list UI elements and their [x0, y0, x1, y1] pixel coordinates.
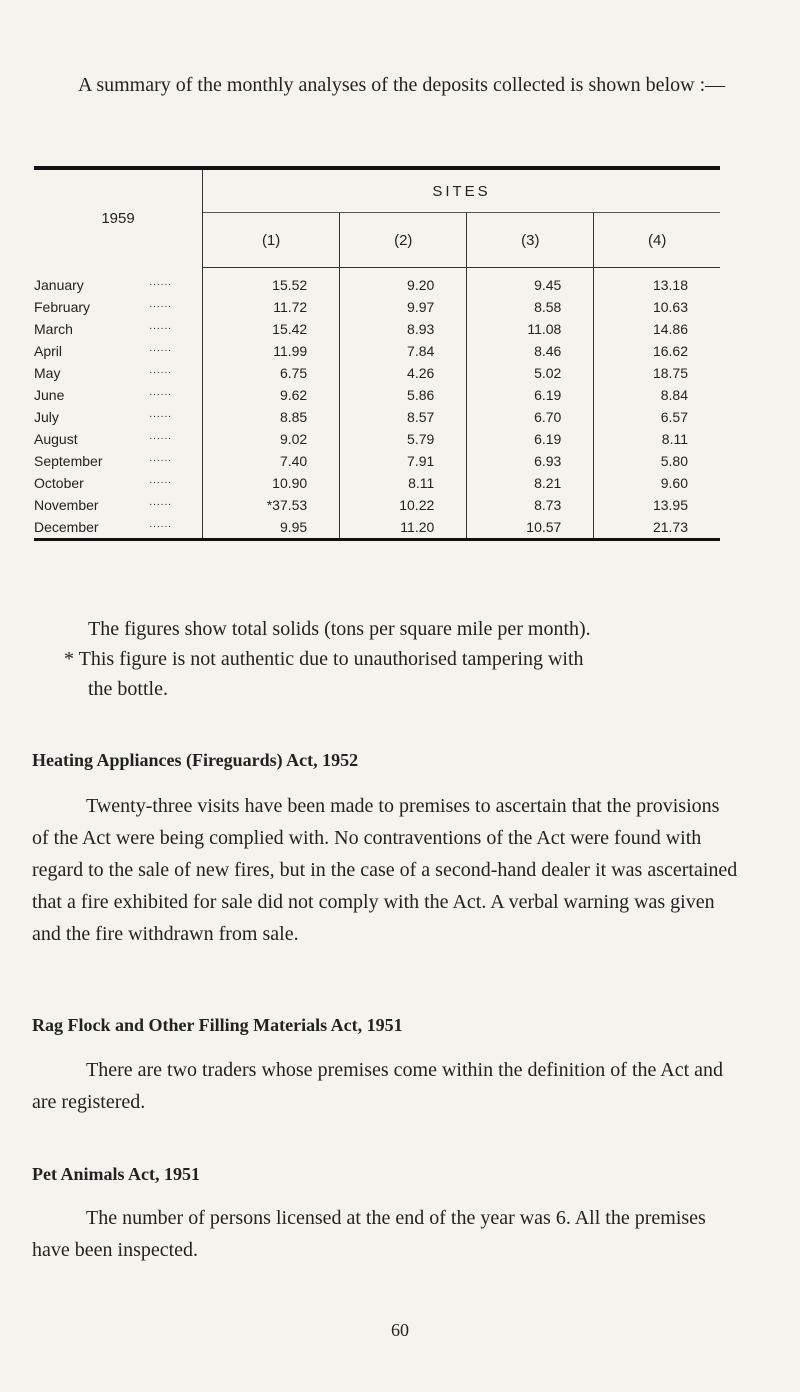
leader-dots: ......	[149, 475, 172, 486]
site-header-1: (1)	[203, 213, 340, 268]
leader-dots: ......	[149, 343, 172, 354]
table-cell: 15.42	[272, 321, 308, 337]
site-header-3: (3)	[467, 213, 594, 268]
sites-header: SITES	[203, 170, 721, 213]
table-cell: 9.02	[279, 431, 308, 447]
table-cell: 7.84	[340, 340, 467, 362]
month-label: March	[34, 321, 73, 337]
table-row	[34, 406, 720, 428]
heading-rag-flock-act: Rag Flock and Other Filling Materials Act, 1951	[32, 1015, 403, 1035]
heading-fireguards-act: Heating Appliances (Fireguards) Act, 1952	[32, 750, 359, 770]
table-bottom-rule	[34, 538, 720, 541]
table-cell: 9.45	[467, 268, 594, 297]
table-cell: 8.58	[467, 296, 594, 318]
table-row	[34, 296, 720, 318]
month-label: July	[34, 409, 59, 425]
table-cell: 18.75	[594, 362, 720, 384]
table-row	[34, 516, 720, 538]
table-cell: 8.46	[467, 340, 594, 362]
table-cell: *37.53	[266, 497, 308, 513]
table-cell: 9.60	[594, 472, 720, 494]
paragraph-rag-flock-act: There are two traders whose premises come within the definition of the Act and are registered.	[32, 1059, 724, 1113]
table-cell: 9.62	[279, 387, 308, 403]
units-note: The figures show total solids (tons per square mile per month).	[88, 618, 591, 640]
table-cell: 8.93	[340, 318, 467, 340]
table-cell: 13.95	[594, 494, 720, 516]
table-cell: 16.62	[594, 340, 720, 362]
month-label: January	[34, 276, 84, 293]
table-cell: 6.19	[467, 428, 594, 450]
table-row	[34, 494, 720, 516]
table-cell: 9.20	[340, 268, 467, 297]
table-cell: 14.86	[594, 318, 720, 340]
table-cell: 10.22	[340, 494, 467, 516]
month-label: February	[34, 299, 91, 315]
table-cell: 6.70	[467, 406, 594, 428]
table-cell: 8.11	[340, 472, 467, 494]
table-row	[34, 340, 720, 362]
footnote-line-1: * This figure is not authentic due to unauthorised tampering with	[64, 648, 584, 670]
table-cell: 15.52	[272, 277, 308, 293]
deposits-table-wrapper	[34, 166, 720, 541]
table-cell: 8.11	[594, 428, 720, 450]
table-cell: 11.72	[273, 299, 308, 315]
leader-dots: ......	[149, 365, 172, 376]
month-label: June	[34, 387, 65, 403]
table-cell: 5.02	[467, 362, 594, 384]
leader-dots: ......	[149, 497, 172, 508]
month-label: August	[34, 431, 78, 447]
leader-dots: ......	[149, 409, 172, 420]
table-notes	[60, 614, 750, 704]
table-row	[34, 450, 720, 472]
table-cell: 5.80	[594, 450, 720, 472]
leader-dots: ......	[149, 519, 172, 530]
table-cell: 8.85	[279, 409, 308, 425]
leader-dots: ......	[149, 321, 172, 332]
table-row	[34, 428, 720, 450]
leader-dots: ......	[149, 453, 172, 464]
table-row	[34, 318, 720, 340]
table-cell: 7.91	[340, 450, 467, 472]
table-cell: 11.99	[273, 343, 308, 359]
table-cell: 8.73	[467, 494, 594, 516]
table-cell: 9.97	[340, 296, 467, 318]
leader-dots: ......	[149, 387, 172, 398]
table-cell: 5.86	[340, 384, 467, 406]
table-cell: 9.95	[279, 519, 308, 535]
table-cell: 21.73	[594, 516, 720, 538]
page-number: 60	[391, 1320, 409, 1340]
leader-dots: ......	[149, 431, 172, 442]
paragraph-fireguards-act: Twenty-three visits have been made to premises to ascertain that the provisions of the Act were being complied with. No contraventions of the Act were found with regard to the sale of new fires, but in the case of a second-hand dealer it was ascertained that a fire exhibited for sale did not comply with the Act. A verbal warning was given and the fire withdrawn from sale.	[32, 795, 738, 945]
table-cell: 10.90	[272, 475, 308, 491]
table-cell: 8.21	[467, 472, 594, 494]
footnote-line-2: the bottle.	[88, 678, 168, 700]
month-label: May	[34, 365, 61, 381]
intro-paragraph: A summary of the monthly analyses of the deposits collected is shown below :—	[78, 74, 726, 96]
leader-dots: ......	[149, 299, 172, 310]
month-label: November	[34, 497, 99, 513]
table-cell: 6.57	[594, 406, 720, 428]
heading-pet-animals-act: Pet Animals Act, 1951	[32, 1164, 200, 1184]
table-cell: 6.93	[467, 450, 594, 472]
table-cell: 7.40	[279, 453, 308, 469]
month-label: December	[34, 519, 99, 535]
table-cell: 5.79	[340, 428, 467, 450]
table-row	[34, 384, 720, 406]
table-cell: 8.84	[594, 384, 720, 406]
table-cell: 10.63	[594, 296, 720, 318]
table-cell: 6.75	[279, 365, 308, 381]
site-header-2: (2)	[340, 213, 467, 268]
leader-dots: ......	[149, 276, 172, 288]
paragraph-pet-animals-act: The number of persons licensed at the end of the year was 6. All the premises have been inspected.	[32, 1207, 706, 1261]
table-row	[34, 362, 720, 384]
table-cell: 13.18	[594, 268, 720, 297]
month-label: October	[34, 475, 84, 491]
table-cell: 4.26	[340, 362, 467, 384]
site-header-4: (4)	[594, 213, 720, 268]
table-cell: 11.08	[467, 318, 594, 340]
deposits-table	[34, 170, 720, 538]
table-row	[34, 268, 720, 297]
table-cell: 10.57	[467, 516, 594, 538]
table-cell: 11.20	[340, 516, 467, 538]
table-cell: 6.19	[467, 384, 594, 406]
year-header: 1959	[34, 170, 203, 268]
month-label: September	[34, 453, 103, 469]
table-row	[34, 472, 720, 494]
month-label: April	[34, 343, 63, 359]
table-cell: 8.57	[340, 406, 467, 428]
